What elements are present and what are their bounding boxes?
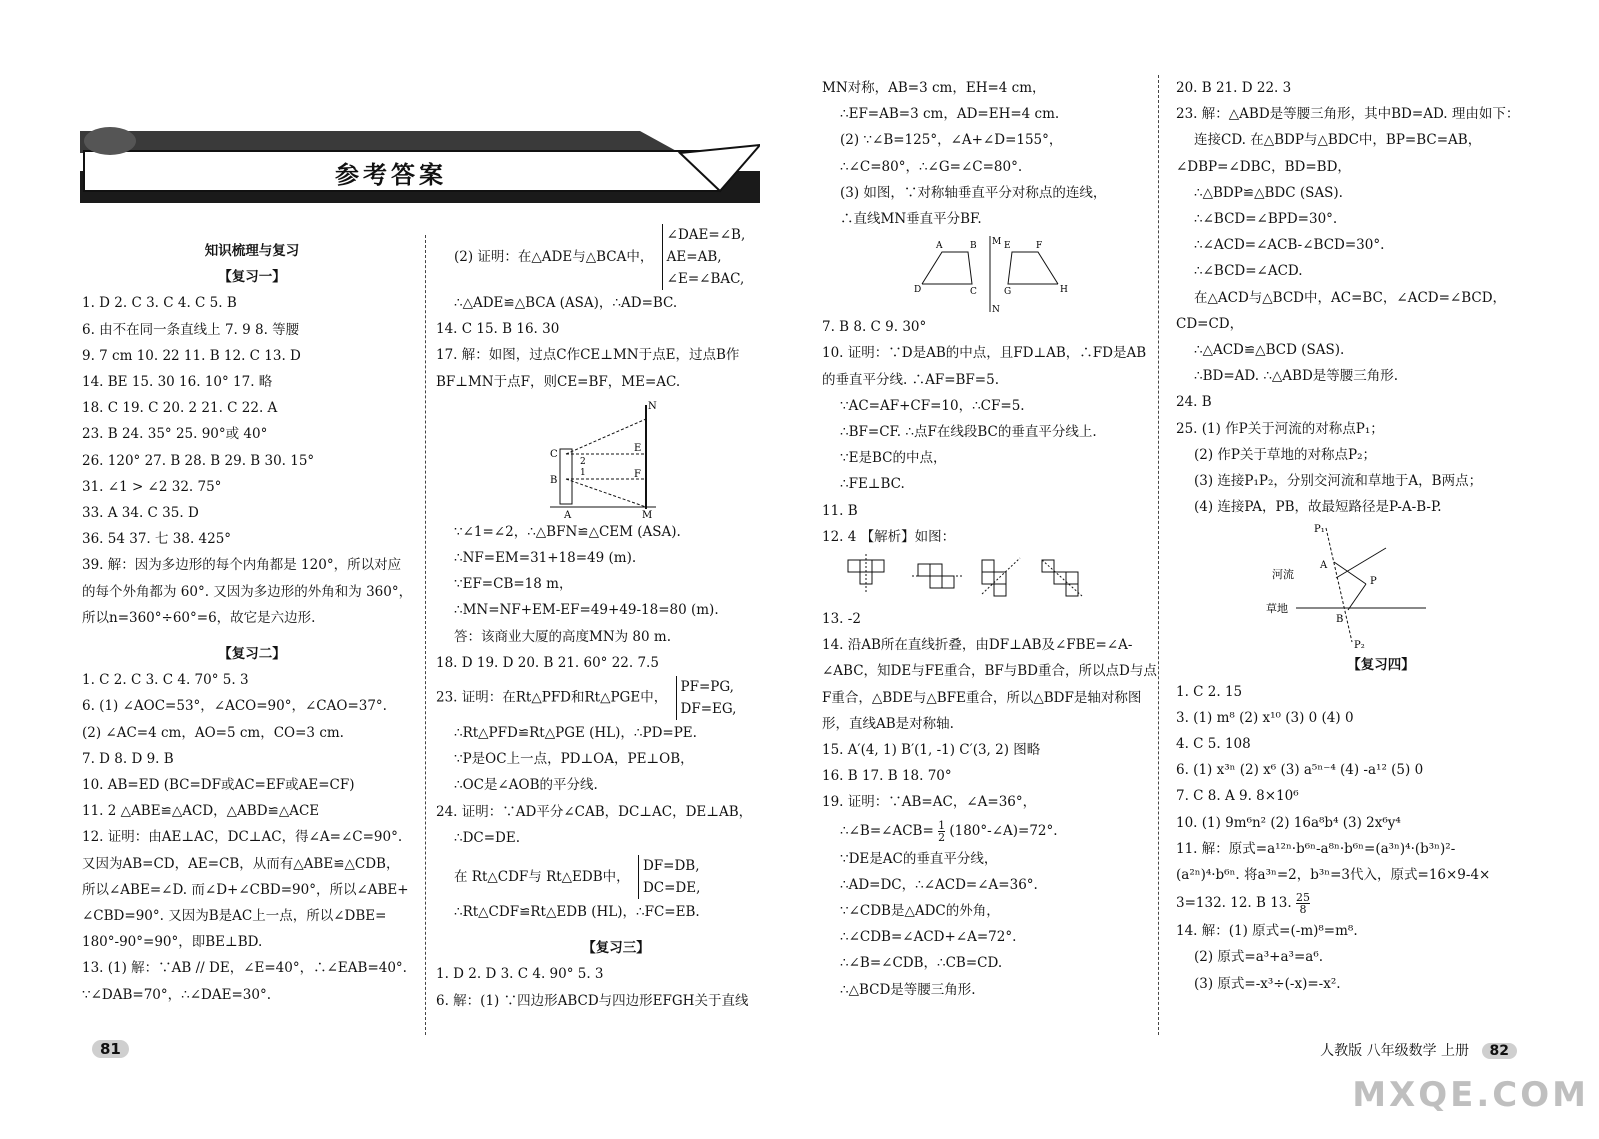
answer-line: ∴∠CDB=∠ACD+∠A=72°. [840,929,1017,946]
answer-line: ∵AC=AF+CF=10，∴CF=5. [840,397,1025,414]
answer-line: CD=CD， [1176,315,1244,332]
answer-line: 连接CD. 在△BDP与△BDC中，BP=BC=AB， [1194,132,1482,149]
answer-block [822,606,1172,816]
answer-line: ∠ABC，知DE与FE重合，BF与BD重合，所以点D与点 [822,663,1157,680]
answer-line: (4) 连接PA，PB，故最短路径是P-A-B-P. [1194,499,1442,516]
svg-text:A: A [936,241,943,252]
answer-line: 24. B [1176,394,1212,411]
answer-line: ∵EF=CB=18 m， [454,576,573,593]
answer-line: 26. 120° 27. B 28. B 29. B 30. 15° [82,452,315,469]
answer-line: 10. (1) 9m⁶n² (2) 16a⁸b⁴ (3) 2x⁶y⁴ [1176,814,1401,831]
answer-line: ∴AD=DC，∴∠ACD=∠A=36°. [840,876,1038,893]
answer-line: 所以n=360°÷60°=6，故它是六边形. [82,609,316,626]
answer-line: 在 Rt△CDF与 Rt△EDB中， [454,868,630,885]
answer-line: ∴△ACD≌△BCD (SAS). [1194,342,1345,359]
answer-line: 15. A′(4, 1) B′(1, -1) C′(3, 2) 图略 [822,742,1041,759]
answer-line: ∴MN=NF+EM-EF=49+49-18=80 (m). [454,602,719,619]
answer-line: ∴△BCD是等腰三角形. [840,981,976,998]
answer-line: 36. 54 37. 七 38. 425° [82,531,232,548]
review-heading: 【复习三】 [582,940,650,957]
figure-12 [842,554,1102,600]
answer-line: 25. (1) 作P关于河流的对称点P₁； [1176,420,1384,437]
answer-line: 6. (1) x³ⁿ (2) x⁶ (3) a⁵ⁿ⁻⁴ (4) -a¹² (5) 0 [1176,762,1424,779]
answer-line: ∵P是OC上一点，PD⊥OA，PE⊥OB， [454,751,694,768]
svg-text:E: E [1004,241,1011,252]
svg-text:F: F [634,468,641,480]
answer-line: 1. D 2. D 3. C 4. 90° 5. 3 [436,966,604,983]
answer-block [436,720,796,851]
answer-line: 13. (1) 解：∵AB // DE，∠E=40°，∴∠EAB=40°. [82,960,407,977]
answer-line: ∴∠ACD=∠ACB-∠BCD=30°. [1194,237,1385,254]
svg-text:B: B [550,474,558,486]
svg-text:M: M [642,509,653,519]
page-number-left: 81 [92,1040,129,1058]
condition-brace: DF=DB, DC=DE, [638,855,700,899]
answer-line: 10. 证明：∵D是AB的中点，且FD⊥AB，∴FD是AB [822,345,1147,362]
answer-line: 33. A 34. C 35. D [82,505,199,522]
answer-line: 形，直线AB是对称轴. [822,715,954,732]
answer-block [1176,679,1586,889]
answer-line: ∴FE⊥BC. [840,476,905,493]
svg-text:A: A [564,509,572,519]
answer-line: ∴∠BCD=∠BPD=30°. [1194,211,1338,228]
answer-line: 在△ACD与△BCD中，AC=BC，∠ACD=∠BCD， [1194,289,1507,306]
answer-line: 19. 证明：∵AB=AC，∠A=36°， [822,794,1037,811]
answer-line: 180°-90°=90°，即BE⊥BD. [82,934,263,951]
answer-line: 7. B 8. C 9. 30° [822,319,927,336]
answer-line: ∵∠DAB=70°，∴∠DAE=30°. [82,986,271,1003]
svg-text:C: C [550,448,558,460]
answer-line: (2) 原式=a³+a³=a⁶. [1194,949,1324,966]
answer-line: ∴Rt△PFD≌Rt△PGE (HL)，∴PD=PE. [454,725,697,742]
answer-line: MN对称，AB=3 cm，EH=4 cm， [822,80,1046,96]
svg-text:B: B [970,241,977,252]
answer-line: ∠CBD=90°. 又因为B是AC上一点，所以∠DBE= [82,908,387,925]
answer-line: (2) ∵∠B=125°，∠A+∠D=155°， [840,132,1063,149]
answer-line: 1. D 2. C 3. C 4. C 5. B [82,295,237,312]
answer-line: 答：该商业大厦的高度MN为 80 m. [454,628,671,645]
answer-block [1176,75,1586,520]
svg-text:G: G [1004,287,1012,298]
answer-line: 3=132. 12. B 13. [1176,895,1292,912]
answer-line: ∵E是BC的中点， [840,450,947,467]
answer-line: 23. B 24. 35° 25. 90°或 40° [82,426,268,443]
answer-line: ∴∠B=∠CDB，∴CB=CD. [840,955,1003,972]
answer-line: ∴NF=EM=31+18=49 (m). [454,550,637,567]
answer-line: (2) 证明：在△ADE与△BCA中， [454,248,654,265]
answer-block [436,290,796,395]
answer-line: (3) 原式=-x³÷(-x)=-x². [1194,975,1341,992]
answer-line: 12. 证明：由AE⊥AC，DC⊥AC，得∠A=∠C=90°. [82,829,403,846]
answer-line: (3) 连接P₁P₂，分别交河流和草地于A，B两点； [1194,473,1483,490]
answer-line: 11. 2 △ABE≌△ACD，△ABD≌△ACE [82,803,320,820]
answer-line: 的每个外角都为 60°. 又因为多边形的外角和为 360°， [82,583,413,600]
column-2 [436,220,796,1014]
page-title: 参考答案 [335,161,447,189]
answer-line: 31. ∠1 > ∠2 32. 75° [82,478,222,495]
svg-text:2: 2 [580,456,586,467]
answer-line: ∴DC=DE. [454,829,521,846]
figure-25 [1256,522,1436,652]
column-3 [822,75,1172,1003]
svg-text:河流: 河流 [1272,568,1294,582]
svg-text:P₁: P₁ [1314,524,1325,536]
answer-block [436,519,796,676]
review-heading: 【复习一】 [218,269,286,286]
answer-line: ∴BD=AD. ∴△ABD是等腰三角形. [1194,368,1399,385]
answer-line: ∴OC是∠AOB的平分线. [454,777,598,794]
answer-line: 16. B 17. B 18. 70° [822,768,952,785]
svg-text:P₂: P₂ [1354,640,1365,652]
svg-text:1: 1 [580,467,586,478]
svg-text:草地: 草地 [1266,602,1288,616]
answer-line: 20. B 21. D 22. 3 [1176,80,1292,96]
answer-line: BF⊥MN于点F，则CE=BF，ME=AC. [436,373,681,390]
answer-line: ∴EF=AB=3 cm，AD=EH=4 cm. [840,106,1060,123]
answer-line: ∵∠CDB是△ADC的外角， [840,903,1000,920]
column-4 [1176,75,1586,997]
answer-block [1176,918,1586,997]
svg-text:H: H [1060,285,1068,296]
answer-block [822,314,1172,550]
condition-brace: PF=PG, DF=EG, [676,676,737,720]
fraction: $\frac{1}{2}$ [938,818,946,844]
answer-line: 18. D 19. D 20. B 21. 60° 22. 7.5 [436,654,659,671]
answer-line: 11. B [822,502,858,519]
answer-line: ∵∠1=∠2，∴△BFN≌△CEM (ASA). [454,523,681,540]
book-info: 人教版 八年级数学 上册 82 [1320,1040,1517,1060]
answer-line: (2) ∠AC=4 cm，AO=5 cm，CO=3 cm. [82,724,344,741]
answer-line: 11. 解：原式=a¹²ⁿ·b⁶ⁿ-a⁸ⁿ·b⁶ⁿ=(a³ⁿ)⁴·(b³ⁿ)²- [1176,840,1456,857]
svg-text:C: C [970,287,977,298]
fraction: $\frac{25}{8}$ [1296,891,1310,917]
answer-line: 14. C 15. B 16. 30 [436,321,560,338]
answer-line: ∴∠BCD=∠ACD. [1194,263,1303,280]
answer-line: ∴BF=CF. ∴点F在线段BC的垂直平分线上. [840,424,1097,441]
answer-block [822,846,1172,1003]
answer-line: 4. C 5. 108 [1176,736,1251,753]
watermark: MXQE.COM [1352,1075,1589,1115]
answer-line: ∴△ADE≌△BCA (ASA)，∴AD=BC. [454,295,678,311]
answer-line: ∠DBP=∠DBC，BD=BD， [1176,158,1351,175]
answer-line: 6. 由不在同一条直线上 7. 9 8. 等腰 [82,321,300,338]
answer-line: 又因为AB=CD，AE=CB，从而有△ABE≌△CDB， [82,855,400,872]
answer-line: ∴Rt△CDF≌Rt△EDB (HL)，∴FC=EB. [454,904,700,921]
answer-line: 9. 7 cm 10. 22 11. B 12. C 13. D [82,347,301,364]
answer-line: 6. 解：(1) ∵四边形ABCD与四边形EFGH关于直线 [436,992,749,1009]
svg-text:N: N [992,305,1000,315]
answer-line: 1. C 2. C 3. C 4. 70° 5. 3 [82,672,249,689]
answer-line: 7. D 8. D 9. B [82,750,174,767]
answer-line: (a²ⁿ)⁴·b⁶ⁿ. 将a³ⁿ=2，b³ⁿ=3代入，原式=16×9-4× [1176,867,1491,884]
answer-block [436,899,796,925]
svg-text:M: M [992,237,1002,248]
answer-line: 18. C 19. C 20. 2 21. C 22. A [82,400,278,417]
answer-line: 所以∠ABE=∠D. 而∠D+∠CBD=90°，所以∠ABE+ [82,881,409,898]
svg-text:F: F [1036,241,1043,252]
answer-line: ∴直线MN垂直平分BF. [840,211,982,228]
answer-line: (2) 作P关于草地的对称点P₂； [1194,446,1376,463]
review-heading: 【复习二】 [218,646,286,663]
svg-text:E: E [634,442,642,454]
svg-text:D: D [914,285,922,296]
answer-line: (3) 如图，∵对称轴垂直平分对称点的连线， [840,184,1107,201]
answer-line: ∴△BDP≌△BDC (SAS). [1194,184,1343,201]
answer-line: 1. C 2. 15 [1176,683,1243,700]
answer-line: 23. 证明：在Rt△PFD和Rt△PGE中， [436,689,668,706]
column-divider [425,235,426,1035]
answer-line: ∴∠C=80°，∴∠G=∠C=80°. [840,158,1023,175]
section-title: 知识梳理与复习 [204,243,300,259]
answer-line: 17. 解：如图，过点C作CE⊥MN于点E，过点B作 [436,347,740,364]
answer-line: 24. 证明：∵AD平分∠CAB，DC⊥AC，DE⊥AB， [436,803,753,820]
answer-line: 12. 4 【解析】如图： [822,528,956,545]
answer-line: 3. (1) m⁸ (2) x¹⁰ (3) 0 (4) 0 [1176,709,1354,726]
answer-line: 39. 解：因为多边形的每个内角都是 120°，所以对应 [82,557,402,574]
figure-17 [546,399,666,519]
svg-text:P: P [1370,576,1377,588]
answer-line: 的垂直平分线. ∴AF=BF=5. [822,371,999,388]
figure-6 [912,234,1072,314]
review-heading: 【复习四】 [1347,657,1415,674]
answer-line: 14. BE 15. 30 16. 10° 17. 略 [82,374,273,391]
answer-block [82,667,422,1008]
answer-line: 23. 解：△ABD是等腰三角形，其中BD=AD. 理由如下： [1176,106,1520,123]
svg-text:B: B [1336,614,1344,626]
answer-block [82,290,422,631]
answer-line: (180°-∠A)=72°. [949,822,1058,839]
svg-text:N: N [648,400,657,412]
answer-line: F重合，△BDE与△BFE重合，所以△BDF是轴对称图 [822,689,1142,706]
answer-block [436,961,796,1013]
page-number-right: 82 [1482,1043,1517,1059]
answer-line: 7. C 8. A 9. 8×10⁶ [1176,788,1299,805]
svg-text:A: A [1320,560,1328,572]
answer-line: 10. AB=ED (BC=DF或AC=EF或AE=CF) [82,777,355,794]
answer-block [822,75,1172,232]
condition-brace: ∠DAE=∠B, AE=AB, ∠E=∠BAC, [662,224,746,290]
answer-line: 14. 解：(1) 原式=(-m)⁸=m⁸. [1176,923,1358,940]
answer-line: 14. 沿AB所在直线折叠，由DF⊥AB及∠FBE=∠A- [822,637,1133,654]
column-1 [82,238,422,1008]
answer-line: 13. -2 [822,611,861,628]
answer-line: 6. (1) ∠AOC=53°，∠ACO=90°，∠CAO=37°. [82,698,387,715]
answer-line: ∴∠B=∠ACB= [840,822,934,839]
answer-line: ∵DE是AC的垂直平分线， [840,850,998,867]
